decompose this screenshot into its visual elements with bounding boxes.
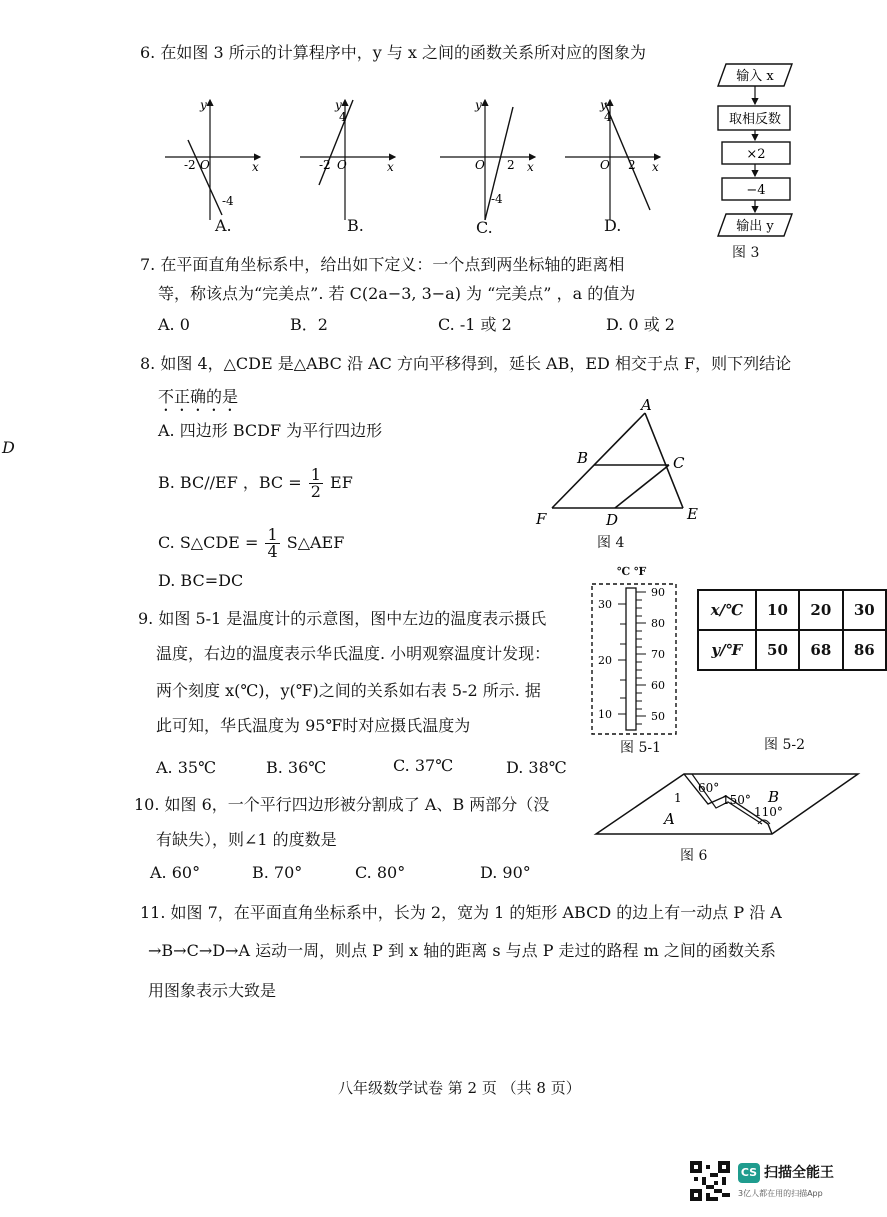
a-x-label: x (252, 160, 259, 174)
q6-graph-d (560, 95, 670, 225)
q6-graph-b (295, 95, 405, 225)
d-x-label: x (652, 160, 659, 174)
c-y-label: y (475, 98, 482, 112)
b-origin: O (337, 158, 347, 172)
table-5-2 (697, 589, 875, 671)
fig5-1-caption: 图 5-1 (620, 740, 661, 756)
q8-b-den: 2 (310, 482, 321, 501)
q10-line1: 10. 如图 6，一个平行四边形被分割成了 A、B 两部分（没 (134, 795, 550, 814)
c-neg4: -4 (491, 192, 503, 206)
fig4-label-f: F (536, 510, 547, 528)
q8-option-b (158, 467, 353, 500)
fig4-caption: 图 4 (597, 535, 625, 551)
table-cell: 86 (843, 630, 886, 670)
q9-line2: 温度，右边的温度表示华氏温度. 小明观察温度计发现： (156, 644, 551, 663)
q11-line2: →B→C→D→A 运动一周，则点 P 到 x 轴的距离 s 与点 P 走过的路程 m 之间的函数关系 (148, 941, 776, 960)
table-cell: x/℃ (698, 590, 756, 630)
table-cell: 30 (843, 590, 886, 630)
fig6-angle-110: 110° (754, 805, 783, 819)
fig6-angle-60: 60° (698, 781, 720, 795)
d-y-label: y (600, 98, 607, 112)
q7-line1: 7. 在平面直角坐标系中，给出如下定义：一个点到两坐标轴的距离相 (140, 255, 625, 274)
fig4-label-a: A (641, 396, 652, 414)
fig4-label-e: E (687, 505, 698, 523)
figure4-triangles (530, 395, 710, 535)
fig6-label-a: A (664, 810, 675, 828)
c-tick-30: 30 (598, 598, 612, 611)
q8-line2: 不正确的是 (158, 387, 239, 406)
table-row-celsius (698, 590, 886, 630)
q8-c-fraction (265, 527, 279, 560)
q9-option-d: D. 38℃ (506, 758, 567, 777)
q8-c-suffix: S△AEF (286, 533, 345, 552)
f-tick-80: 80 (651, 617, 665, 630)
flow-step-output: 输出 y (736, 219, 774, 234)
f-tick-70: 70 (651, 648, 665, 661)
margin-letter: D (2, 438, 15, 457)
q10-option-d: D. 90° (480, 863, 531, 882)
thermometer-fig5-1 (590, 580, 680, 740)
q8-c-prefix: C. S△CDE = (158, 533, 259, 552)
b-x-label: x (387, 160, 394, 174)
q8-c-den: 4 (267, 542, 278, 561)
fig5-2-caption: 图 5-2 (764, 737, 805, 753)
c-2: 2 (507, 158, 515, 172)
thermo-header: ℃ ℉ (617, 565, 647, 578)
a-neg4: -4 (222, 194, 234, 208)
fig4-label-d: D (606, 511, 619, 529)
c-tick-10: 10 (598, 708, 612, 721)
q7-option-d: D. 0 或 2 (606, 315, 675, 334)
q6-graph-c (435, 95, 545, 225)
q6-option-a: A. (215, 216, 232, 235)
f-tick-60: 60 (651, 679, 665, 692)
q8-b-num: 1 (310, 465, 321, 484)
q10-option-a: A. 60° (150, 863, 201, 882)
flow-step-input: 输入 x (736, 69, 774, 84)
q9-line4: 此可知，华氏温度为 95℉时对应摄氏温度为 (156, 716, 471, 735)
brand-badge: CS (738, 1163, 760, 1183)
q8-b-suffix: EF (330, 473, 353, 492)
q9-option-c: C. 37℃ (393, 756, 454, 775)
q11-line3: 用图象表示大致是 (148, 981, 277, 1000)
qr-code-icon (690, 1161, 730, 1201)
q9-line3: 两个刻度 x(℃)，y(℉)之间的关系如右表 5-2 所示. 据 (156, 681, 541, 700)
fig6-caption: 图 6 (680, 848, 708, 864)
c-tick-20: 20 (598, 654, 612, 667)
c-x-label: x (527, 160, 534, 174)
table-cell: 20 (799, 590, 842, 630)
page-footer: 八年级数学试卷 第 2 页 （共 8 页） (338, 1079, 581, 1097)
q9-option-a: A. 35℃ (156, 758, 216, 777)
a-origin: O (200, 158, 210, 172)
q8-b-prefix: B. BC//EF ，BC = (158, 473, 302, 492)
q8-c-num: 1 (267, 525, 278, 544)
q11-line1: 11. 如图 7，在平面直角坐标系中，长为 2，宽为 1 的矩形 ABCD 的边上有一动点 P 沿 A (140, 903, 782, 922)
d-2: 2 (628, 158, 636, 172)
fig6-angle-150: 150° (722, 793, 751, 807)
q10-line2: 有缺失），则∠1 的度数是 (156, 830, 337, 849)
fig6-angle-1: 1 (674, 791, 682, 805)
fig4-label-c: C (673, 454, 685, 472)
q6-graph-a (160, 95, 270, 225)
d-origin: O (600, 158, 610, 172)
flow-step-negate: 取相反数 (728, 112, 782, 127)
q7-option-b: B．2 (290, 315, 328, 334)
table-row-fahrenheit (698, 630, 886, 670)
q7-option-c: C. -1 或 2 (438, 315, 512, 334)
q7-line2: 等，称该点为“完美点”. 若 C(2a−3, 3−a) 为 “完美点” ，a 的值为 (158, 284, 636, 303)
q6-option-b: B. (347, 216, 364, 235)
q8-option-d: D. BC=DC (158, 571, 244, 590)
q8-b-fraction (309, 467, 323, 500)
q9-line1: 9. 如图 5-1 是温度计的示意图，图中左边的温度表示摄氏 (138, 609, 547, 628)
q10-option-b: B. 70° (252, 863, 303, 882)
flowchart-fig3 (712, 60, 802, 245)
table-cell: y/℉ (698, 630, 756, 670)
a-y-label: y (200, 98, 207, 112)
d-4: 4 (604, 110, 612, 124)
table-cell: 10 (756, 590, 799, 630)
a-neg2: -2 (184, 158, 196, 172)
table-cell: 68 (799, 630, 842, 670)
f-tick-90: 90 (651, 586, 665, 599)
figure6-parallelogram (592, 768, 860, 840)
fig4-label-b: B (577, 449, 589, 467)
q7-option-a: A. 0 (158, 315, 190, 334)
flow-step-minus4: −4 (746, 183, 766, 198)
q8-option-c (158, 527, 344, 560)
b-4: 4 (339, 110, 347, 124)
q6-option-d: D. (604, 216, 622, 235)
q6-stem: 6. 在如图 3 所示的计算程序中，y 与 x 之间的函数关系所对应的图象为 (140, 43, 647, 62)
f-tick-50: 50 (651, 710, 665, 723)
brand-tagline: 3亿人都在用的扫描App (738, 1189, 823, 1198)
fig3-caption: 图 3 (732, 245, 760, 261)
flow-step-times2: ×2 (746, 147, 766, 162)
q9-option-b: B. 36℃ (266, 758, 327, 777)
b-neg2: -2 (319, 158, 331, 172)
b-y-label: y (335, 98, 342, 112)
q8-option-a: A. 四边形 BCDF 为平行四边形 (158, 421, 383, 440)
q6-option-c: C. (476, 218, 493, 237)
brand-name: 扫描全能王 (764, 1165, 834, 1181)
c-origin: O (475, 158, 485, 172)
table-cell: 50 (756, 630, 799, 670)
fig6-label-b: B (768, 788, 780, 806)
q8-line1: 8. 如图 4，△CDE 是△ABC 沿 AC 方向平移得到，延长 AB，ED 相交于点 F，则下列结论 (140, 354, 792, 373)
q10-option-c: C. 80° (355, 863, 406, 882)
